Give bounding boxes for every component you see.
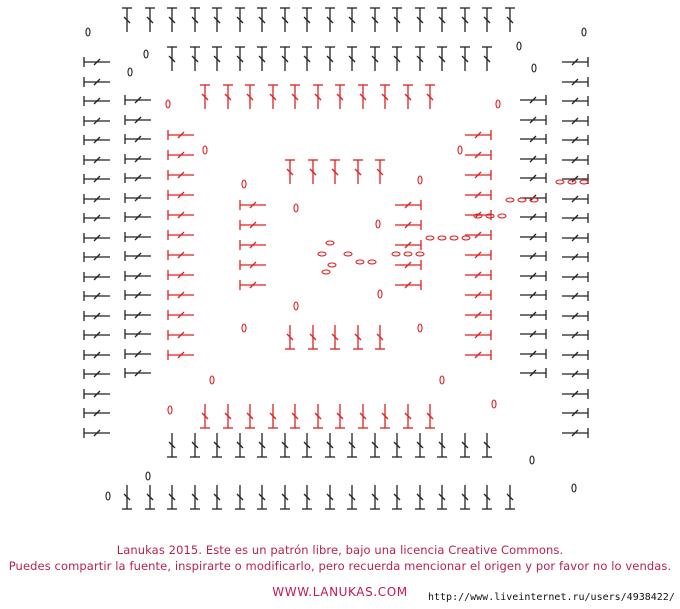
dc-stitch [285,325,295,349]
dc-stitch [313,85,323,109]
dc-stitch [122,485,132,509]
dc-stitch [125,115,151,125]
dc-stitch [520,212,546,222]
chain-oval [128,68,132,76]
dc-stitch [395,220,421,230]
website-link[interactable]: WWW.LANUKAS.COM [272,585,408,599]
chain-oval [404,252,412,256]
dc-stitch [125,134,151,144]
dc-stitch [325,485,335,509]
dc-stitch [465,190,491,200]
dc-stitch [84,272,110,282]
dc-stitch [520,310,546,320]
dc-stitch [200,85,210,109]
dc-stitch [562,350,588,360]
dc-stitch [84,213,110,223]
dc-stitch [302,485,312,509]
dc-stitch [245,85,255,109]
dc-stitch [168,270,194,280]
dc-stitch [84,174,110,184]
dc-stitch [403,404,413,428]
chain-oval [392,252,400,256]
dc-stitch [235,47,245,71]
dc-stitch [375,325,385,349]
dc-stitch [257,433,267,457]
dc-stitch [562,155,588,165]
dc-stitch [240,200,266,210]
dc-stitch [460,8,470,32]
dc-stitch [395,200,421,210]
dc-stitch [168,290,194,300]
dc-stitch [415,433,425,457]
dc-stitch [168,150,194,160]
dc-stitch [330,160,340,184]
dc-stitch [437,433,447,457]
dc-stitch [380,404,390,428]
dc-stitch [167,8,177,32]
dc-stitch [562,389,588,399]
dc-stitch [223,404,233,428]
dc-stitch [84,233,110,243]
chain-oval [556,180,564,184]
chain-oval [146,472,150,480]
dc-stitch [212,47,222,71]
chain-oval [144,50,148,58]
dc-stitch [190,8,200,32]
dc-stitch [330,325,340,349]
dc-stitch [505,485,515,509]
dc-stitch [520,134,546,144]
chain-oval [450,236,458,240]
dc-stitch [122,8,132,32]
dc-stitch [257,47,267,71]
dc-stitch [520,329,546,339]
dc-stitch [168,190,194,200]
chain-oval [582,28,586,36]
dc-stitch [168,170,194,180]
dc-stitch [168,310,194,320]
chain-oval [498,214,506,218]
dc-stitch [168,350,194,360]
dc-stitch [145,485,155,509]
dc-stitch [84,194,110,204]
dc-stitch [325,433,335,457]
dc-stitch [520,251,546,261]
chain-oval [326,241,334,245]
dc-stitch [562,194,588,204]
chain-oval [506,198,514,202]
dc-stitch [392,485,402,509]
dc-stitch [125,212,151,222]
chain-oval [376,220,380,228]
dc-stitch [240,220,266,230]
dc-stitch [562,311,588,321]
dc-stitch [415,8,425,32]
dc-stitch [562,408,588,418]
dc-stitch [482,8,492,32]
dc-stitch [465,150,491,160]
chain-oval [492,400,496,408]
dc-stitch [145,8,155,32]
chain-oval [294,302,298,310]
dc-stitch [392,8,402,32]
dc-stitch [240,280,266,290]
dc-stitch [325,8,335,32]
dc-stitch [347,8,357,32]
dc-stitch [245,404,255,428]
dc-stitch [392,433,402,457]
chain-oval [418,324,422,332]
chain-oval [242,324,246,332]
dc-stitch [520,271,546,281]
dc-stitch [353,160,363,184]
dc-stitch [84,350,110,360]
dc-stitch [84,408,110,418]
dc-stitch [302,8,312,32]
chain-oval [438,236,446,240]
chain-oval [203,146,207,154]
license-caption-line-2: Puedes compartir la fuente, inspirarte o modificarlo, pero recuerda mencionar el origen y por favor no lo vendas. [8,559,672,573]
dc-stitch [167,485,177,509]
chain-oval [416,252,424,256]
dc-stitch [465,170,491,180]
dc-stitch [403,85,413,109]
dc-stitch [347,485,357,509]
dc-stitch [415,485,425,509]
chain-oval [168,406,172,414]
dc-stitch [190,47,200,71]
dc-stitch [84,330,110,340]
dc-stitch [125,193,151,203]
dc-stitch [84,135,110,145]
chain-oval [294,204,298,212]
dc-stitch [465,330,491,340]
dc-stitch [465,270,491,280]
dc-stitch [520,368,546,378]
dc-stitch [125,310,151,320]
chain-oval [106,492,110,500]
dc-stitch [425,404,435,428]
dc-stitch [308,160,318,184]
dc-stitch [84,57,110,67]
chain-oval [580,180,588,184]
dc-stitch [268,85,278,109]
dc-stitch [335,85,345,109]
dc-stitch [290,404,300,428]
dc-stitch [562,135,588,145]
dc-stitch [370,433,380,457]
dc-stitch [168,210,194,220]
dc-stitch [520,173,546,183]
dc-stitch [380,85,390,109]
dc-stitch [84,389,110,399]
dc-stitch [395,240,421,250]
dc-stitch [392,47,402,71]
dc-stitch [240,260,266,270]
dc-stitch [562,252,588,262]
dc-stitch [562,330,588,340]
chain-oval [322,270,330,274]
dc-stitch [520,115,546,125]
dc-stitch [465,290,491,300]
dc-stitch [268,404,278,428]
dc-stitch [370,47,380,71]
dc-stitch [520,290,546,300]
dc-stitch [437,8,447,32]
dc-stitch [167,47,177,71]
chain-oval [572,484,576,492]
dc-stitch [375,160,385,184]
dc-stitch [240,240,266,250]
dc-stitch [84,369,110,379]
dc-stitch [190,485,200,509]
dc-stitch [562,272,588,282]
chain-oval [328,263,336,267]
dc-stitch [358,85,368,109]
dc-stitch [125,290,151,300]
dc-stitch [482,47,492,71]
dc-stitch [562,369,588,379]
dc-stitch [290,85,300,109]
dc-stitch [437,485,447,509]
chain-oval [530,456,534,464]
chain-oval [242,180,246,188]
dc-stitch [257,8,267,32]
dc-stitch [353,325,363,349]
dc-stitch [520,95,546,105]
dc-stitch [415,47,425,71]
dc-stitch [562,116,588,126]
dc-stitch [84,311,110,321]
dc-stitch [425,85,435,109]
dc-stitch [370,485,380,509]
dc-stitch [562,213,588,223]
chain-oval [344,252,352,256]
dc-stitch [125,349,151,359]
dc-stitch [125,95,151,105]
dc-stitch [280,47,290,71]
dc-stitch [84,291,110,301]
dc-stitch [520,154,546,164]
dc-stitch [562,291,588,301]
dc-stitch [200,404,210,428]
dc-stitch [465,310,491,320]
chain-oval [532,64,536,72]
dc-stitch [212,485,222,509]
source-url[interactable]: http://www.liveinternet.ru/users/4938422/ [428,592,675,603]
dc-stitch [465,250,491,260]
dc-stitch [313,404,323,428]
dc-stitch [125,232,151,242]
chain-oval [418,176,422,184]
dc-stitch [235,433,245,457]
chain-oval [368,260,376,264]
chain-oval [462,236,470,240]
dc-stitch [302,47,312,71]
dc-stitch [347,433,357,457]
dc-stitch [520,232,546,242]
dc-stitch [308,325,318,349]
chain-oval [426,236,434,240]
dc-stitch [395,260,421,270]
dc-stitch [168,250,194,260]
chain-oval [496,100,500,108]
chain-oval [458,146,462,154]
chain-oval [318,252,326,256]
dc-stitch [482,433,492,457]
dc-stitch [125,173,151,183]
dc-stitch [358,404,368,428]
dc-stitch [257,485,267,509]
dc-stitch [84,96,110,106]
dc-stitch [125,251,151,261]
dc-stitch [168,130,194,140]
dc-stitch [460,485,470,509]
dc-stitch [223,85,233,109]
dc-stitch [465,130,491,140]
dc-stitch [125,154,151,164]
dc-stitch [280,485,290,509]
chain-oval [210,376,214,384]
dc-stitch [168,230,194,240]
chain-oval [378,290,382,298]
license-caption-line-1: Lanukas 2015. Este es un patrón libre, bajo una licencia Creative Commons. [116,543,564,557]
dc-stitch [482,485,492,509]
dc-stitch [168,330,194,340]
chain-oval [86,28,90,36]
dc-stitch [395,280,421,290]
dc-stitch [562,77,588,87]
dc-stitch [280,433,290,457]
dc-stitch [562,233,588,243]
dc-stitch [302,433,312,457]
dc-stitch [562,57,588,67]
dc-stitch [84,252,110,262]
dc-stitch [520,349,546,359]
dc-stitch [84,116,110,126]
dc-stitch [285,160,295,184]
dc-stitch [505,8,515,32]
dc-stitch [84,428,110,438]
dc-stitch [84,155,110,165]
dc-stitch [167,433,177,457]
dc-stitch [235,8,245,32]
dc-stitch [562,174,588,184]
dc-stitch [562,428,588,438]
dc-stitch [212,8,222,32]
dc-stitch [437,47,447,71]
dc-stitch [190,433,200,457]
dc-stitch [125,271,151,281]
dc-stitch [465,350,491,360]
dc-stitch [465,230,491,240]
chain-oval [517,42,521,50]
dc-stitch [460,47,470,71]
dc-stitch [370,8,380,32]
dc-stitch [562,96,588,106]
dc-stitch [325,47,335,71]
dc-stitch [335,404,345,428]
dc-stitch [125,329,151,339]
dc-stitch [235,485,245,509]
chain-oval [440,376,444,384]
dc-stitch [212,433,222,457]
chain-oval [166,100,170,108]
dc-stitch [125,368,151,378]
dc-stitch [84,77,110,87]
dc-stitch [280,8,290,32]
dc-stitch [347,47,357,71]
chain-oval [356,260,364,264]
dc-stitch [460,433,470,457]
